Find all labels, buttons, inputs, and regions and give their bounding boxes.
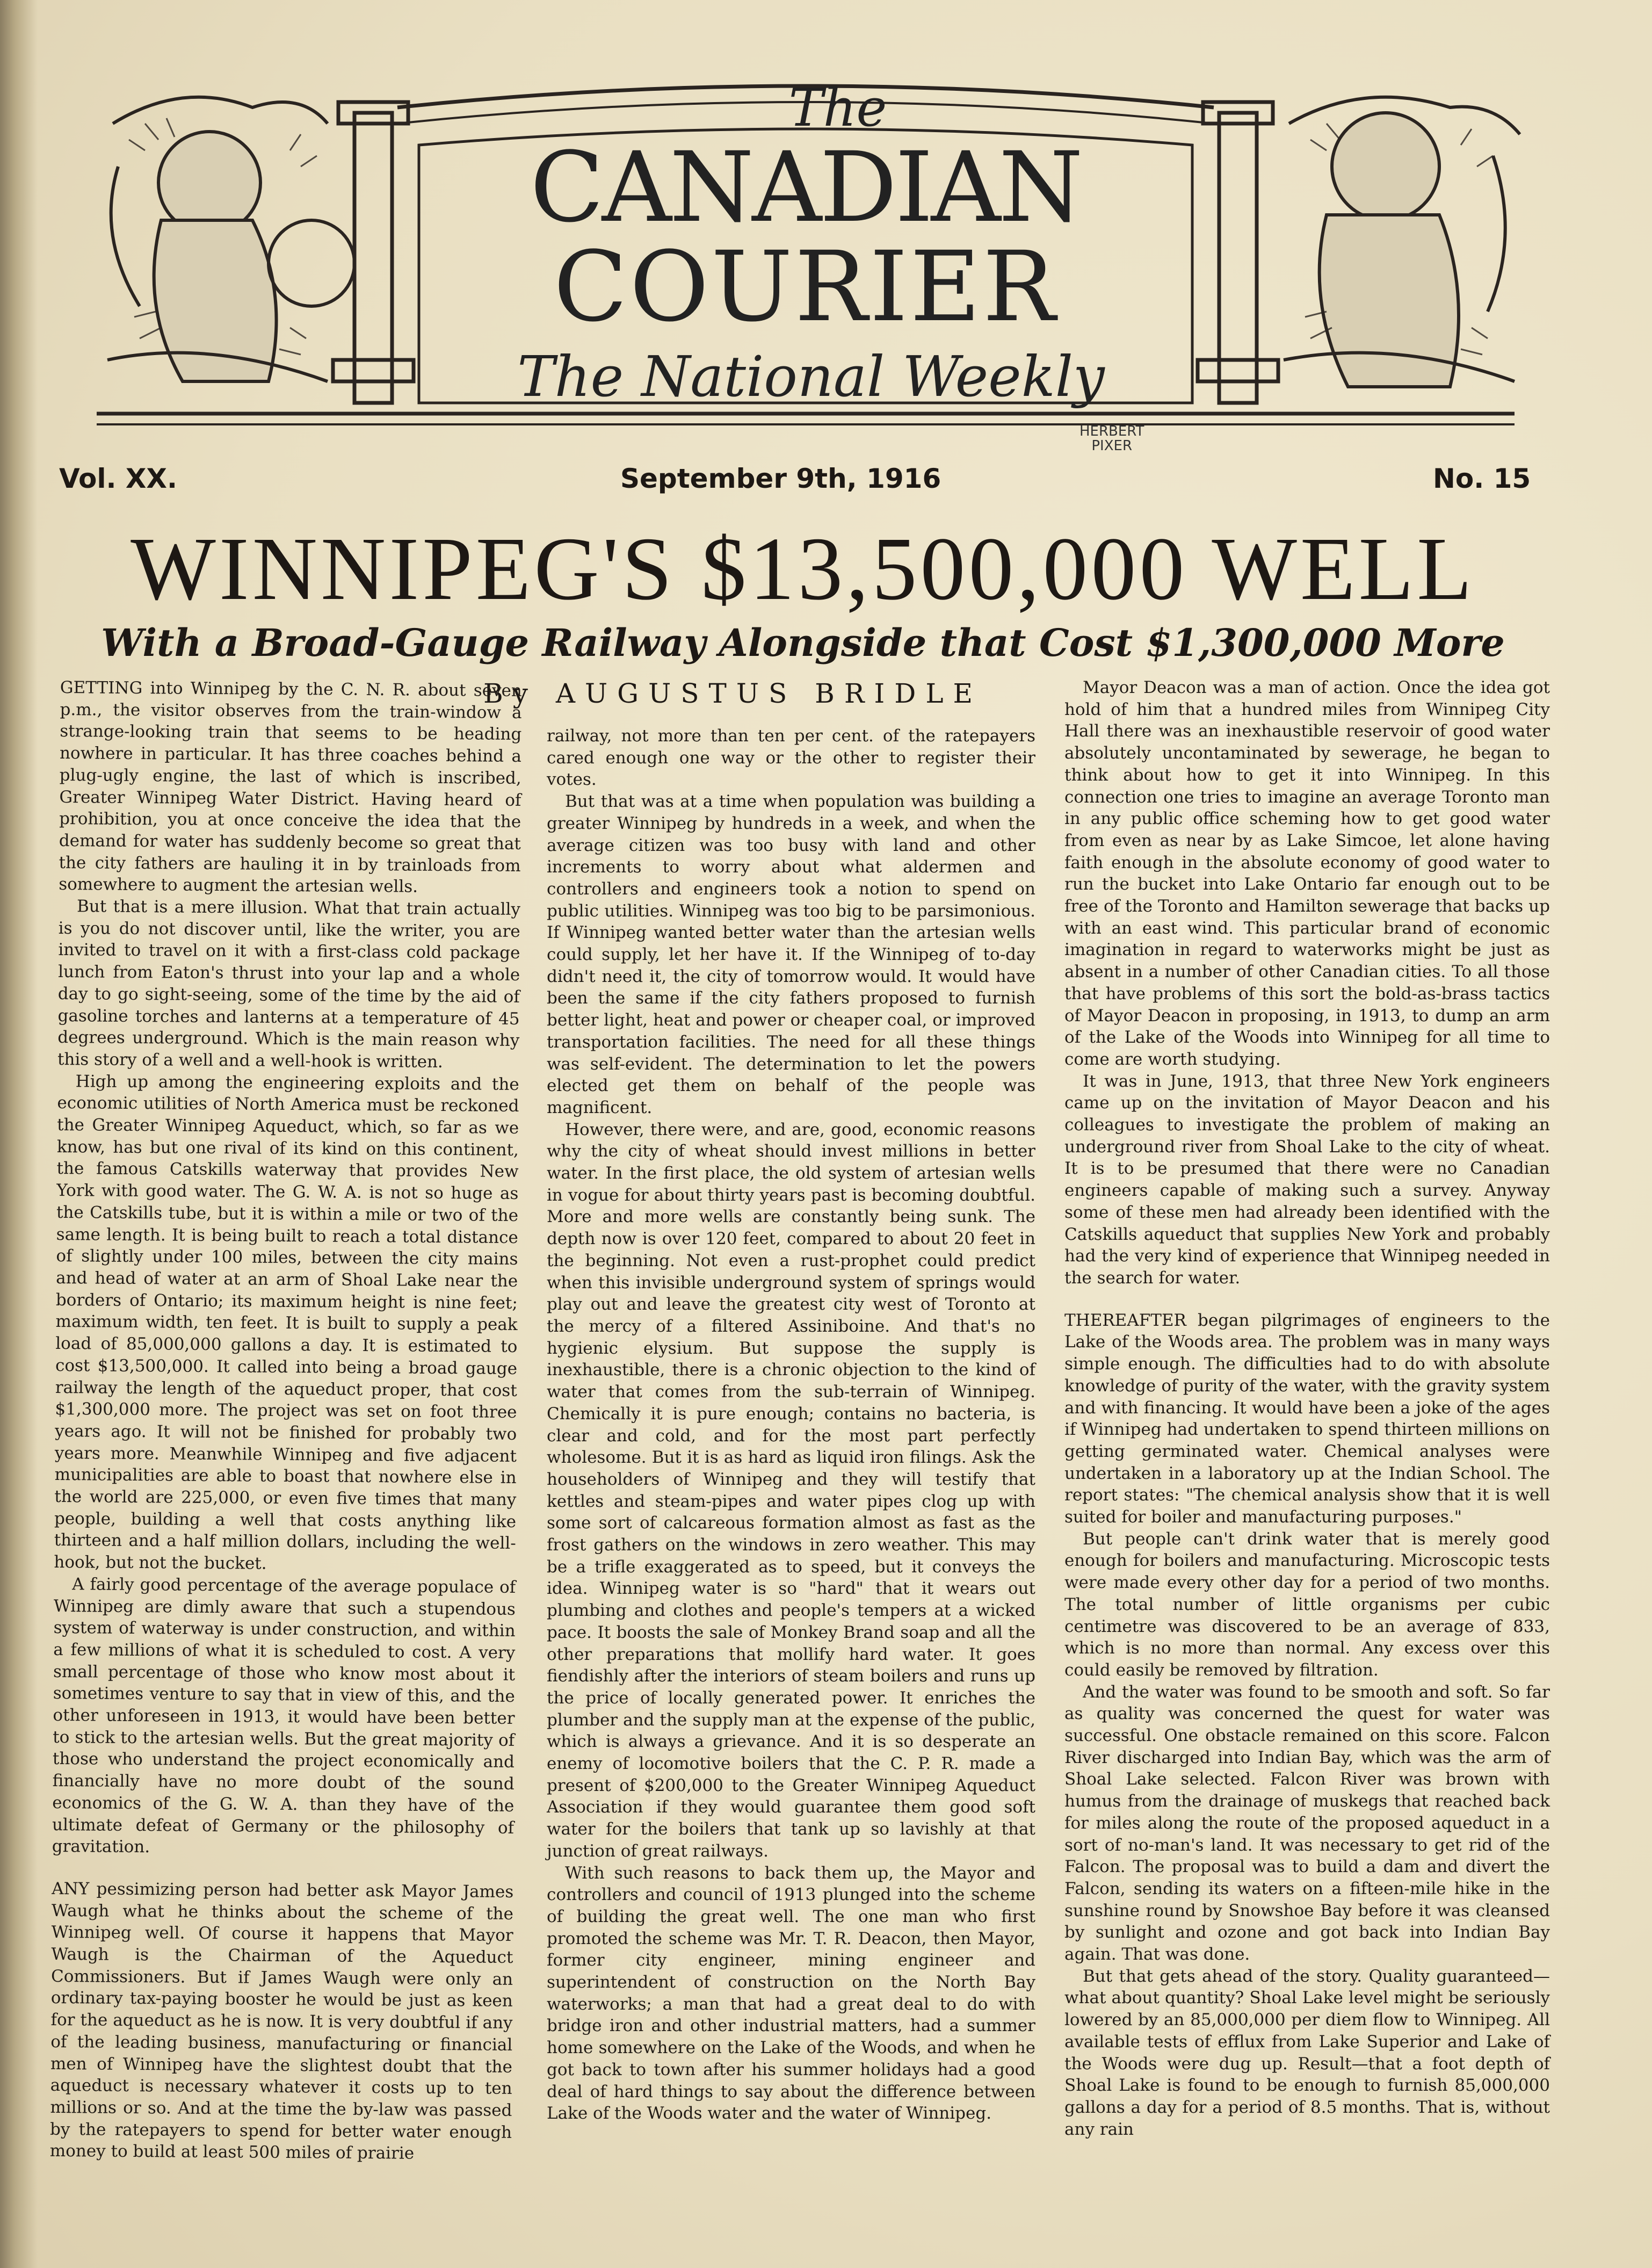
paragraph: However, there were, and are, good, economic reasons why the city of wheat should invest millions in better water. In the first place, the old system of artesian wells in vogue for about thirty years past is becoming doubtful. More and more wells are constantly being sunk. The depth now is over 120 feet, compared to about 20 feet in the beginning. Not even a rust-prophet could predict when this invisible underground system of springs would play out and leave the greatest city west of Toronto at the mercy of a filtered Assiniboine. And that's no hygienic elysium. But suppose the supply is inexhaustible, there is a chronic objection to the kind of water that comes from the sub-terrain of Winnipeg. Chemically it is pure enough; contains no bacteria, is clear and cold, and for the most part perfectly wholesome. But it is as hard as liquid iron filings. Ask the householders of Winnipeg and they will testify that kettles and steam-pipes and water pipes clog up with some sort of calcareous formation almost as fast as the frost gathers on the windows in zero weather. This may be a trifle exaggerated as to speed, but it conveys the idea. Winnipeg water is so "hard" that it wears out plumbing and clothes and people's tempers at a wicked pace. It boosts the sale of Monkey Brand soap and all the other preparations that mollify hard water. It goes fiendishly after the interiors of steam boilers and runs up the price of locally generated power. It enriches the plumber and the supply man at the expense of the public, which is always a grievance. And it is so desperate an enemy of locomotive boilers that the C. P. R. made a present of $200,000 to the Greater Winnipeg Aqueduct Association if they would guarantee them good soft water for the boilers that tank up so lavishly at that junction of great railways. [547,1119,1035,1861]
right-cherub-figure [1284,97,1520,387]
paragraph: With such reasons to back them up, the Mayor and controllers and council of 1913 plunged into the scheme of building the great well. The one man who first promoted the scheme was Mr. T. R. Deacon, then Mayor, former city engineer, mining engineer and superintendent of construction on the North Bay waterworks; a man that had a great deal to do with bridge iron and other industrial matters, had a summer home somewhere on the Lake of the Woods, and when he got back to town after his summer holidays had a good deal of hard things to say about the difference between Lake of the Woods water and the water of Winnipeg. [547,1863,1035,2123]
paragraph: But that is a mere illusion. What that train actually is you do not discover until, like the writer, you are invited to travel on it with a first-class cold package lunch from Eaton's thrust into your lap and a whole day to go sight-seeing, some of the time by the aid of gasoline torches and lanterns at a temperature of 45 degrees underground. Which is the main reason why this story of a well and a well-hook is written. [57,897,521,1072]
paragraph: High up among the engineering exploits and the economic utilities of North America must be reckoned the Greater Winnipeg Aqueduct, which, so far as we know, has but one rival of its kind on this continent, the famous Catskills waterway that provides New York with good water. The G. W. A. is not so huge as the Catskills tube, but it is within a mile or two of the same length. It is being built to reach a total distance of slightly under 100 miles, between the city mains and head of water at an arm of Shoal Lake near the borders of Ontario; its maximum height is nine feet; maximum width, ten feet. It is built to supply a peak load of 85,000,000 gallons a day. It is estimated to cost $13,500,000. It called into being a broad gauge railway the length of the aqueduct proper, that cost $1,300,000 more. The project was set on foot three years ago. It will not be finished for probably two years more. Meanwhile Winnipeg and five adjacent municipalities are able to boast that nowhere else in the world are 225,000, or even five times that many people, building a well that costs anything like thirteen and a half million dollars, including the well-hook, but not the bucket. [54,1071,519,1573]
paragraph: GETTING into Winnipeg by the C. N. R. about seven p.m., the visitor observes from the train-window a strange-looking train that seems to be heading nowhere in particular. It has three coaches behind a plug-ugly engine, the last of which is inscribed, Greater Winnipeg Water District. Having heard of prohibition, you at once conceive the idea that the demand for water has suddenly become so great that the city fathers are hauling it in by trainloads from somewhere to augment the artesian wells. [59,678,522,897]
paragraph: But that gets ahead of the story. Quality guaranteed—what about quantity? Shoal Lake level might be seriously lowered by an 85,000,000 per diem flow to Winnipeg. All available tests of efflux from Lake Superior and Lake of the Woods were dug up. Result—that a foot depth of Shoal Lake is found to be enough to furnish 85,000,000 gallons a day for a period of 8.5 months. That is, without any rain [1064,1966,1550,2139]
binding-gutter [0,0,38,2268]
masthead-title-canadian: CANADIAN [530,132,1082,244]
paragraph: THEREAFTER began pilgrimages of engineers to the Lake of the Woods area. The problem was in many ways simple enough. The difficulties had to do with absolute knowledge of purity of the water, with the gravity system and with financing. It would have been a joke of the ages if Winnipeg had undertaken to spend thirteen millions on getting germinated water. Chemical analyses were undertaken in a laboratory up at the Indian School. The report states: "The chemical analysis show that it is well suited for boiler and manufacturing purposes." [1064,1310,1550,1527]
paragraph: But people can't drink water that is merely good enough for boilers and manufacturing. Microscopic tests were made every other day for a period of two months. The total number of little organisms per cubic centimetre was discovered to be an average of 833, which is no more than normal. Any excess over this could easily be removed by filtration. [1064,1529,1550,1680]
masthead-tagline: The National Weekly [517,344,1105,409]
issue-date: September 9th, 1916 [620,463,941,494]
article-byline: By AUGUSTUS BRIDLE [483,678,983,709]
paragraph: It was in June, 1913, that three New York engineers came up on the invitation of Mayor Deacon and his colleagues to investigate the problem of making an underground river from Shoal Lake to the city of wheat. It is to be presumed that there were no Canadian engineers capable of making such a survey. Anyway some of these men had already been identified with the Catskills aqueduct that supplies New York and probably had the very kind of experience that Winnipeg needed in the search for water. [1064,1071,1550,1288]
article-column-1 [50,677,522,2165]
masthead-the: The [788,78,887,138]
paragraph: And the water was found to be smooth and soft. So far as quality was concerned the quest for water was successful. One obstacle remained on this score. Falcon River discharged into Indian Bay, which was the arm of Shoal Lake selected. Falcon River was brown with humus from the drainage of muskegs that reached back for miles along the route of the proposed aqueduct in a sort of no-man's land. It was necessary to get rid of the Falcon. The proposal was to build a dam and divert the Falcon, sending its waters on a fifteen-mile hike in the sunshine round by Snowshoe Bay before it was cleansed by sunlight and ozone and got back into Indian Bay again. That was done. [1064,1682,1550,1964]
paragraph: A fairly good percentage of the average populace of Winnipeg are dimly aware that such a stupendous system of waterway is under construction, and within a few millions of what it is scheduled to cost. A very small percentage of those who know most about it sometimes venture to say that in view of this, and the other unforeseen in 1913, it would have been better to stick to the artesian wells. But the great majority of those who understand the project economically and financially have no more doubt of the sound economics of the G. W. A. than they have of the ultimate defeat of Germany or the philosophy of gravitation. [52,1574,516,1857]
issue-volume: Vol. XX. [59,463,177,494]
article-column-2 [547,725,1035,2125]
article-column-3 [1064,677,1550,2140]
paragraph: railway, not more than ten per cent. of the ratepayers cared enough one way or the other to register their votes. [547,726,1035,790]
left-cherub-figure [107,97,354,381]
paragraph: Mayor Deacon was a man of action. Once the idea got hold of him that a hundred miles from Winnipeg City Hall there was an inexhaustible reservoir of good water absolutely uncontaminated by sewerage, he began to think about how to get it into Winnipeg. In this connection one tries to imagine an average Toronto man in any public office scheming how to get good water from even as near by as Lake Simcoe, let alone having faith enough in the absolute economy of good water to run the bucket into Lake Ontario far enough out to be free of the Toronto and Hamilton sewerage that backs up with an east wind. This particular brand of economic imagination in regard to waterworks might be just as absent in a number of other Canadian cities. To all those that have problems of this sort the bold-as-brass tactics of Mayor Deacon in proposing, in 1913, to dump an arm of the Lake of the Woods into Winnipeg for all time to come are worth studying. [1064,678,1550,1069]
paragraph: ANY pessimizing person had better ask Mayor James Waugh what he thinks about the scheme of the Winnipeg well. Of course it happens that Mayor Waugh is the Chairman of the Aqueduct Commissioners. But if James Waugh were only an ordinary tax-paying booster he would be just as keen for the aqueduct as he is now. It is very doubtful if any of the leading business, manufacturing or financial men of Winnipeg have the slightest doubt that the aqueduct is necessary whatever it costs up to ten millions or so. And at the time the by-law was passed by the ratepayers to spend for better water enough money to build at least 500 miles of prairie [49,1879,514,2164]
paragraph: But that was at a time when population was building a greater Winnipeg by hundreds in a week, and when the average citizen was too busy with land and other increments to worry about what aldermen and controllers and engineers took a notion to spend on public utilities. Winnipeg was too big to be parsimonious. If Winnipeg wanted better water than the artesian wells could supply, let her have it. If the Winnipeg of to-day didn't need it, the city of tomorrow would. It would have been the same if the city fathers proposed to furnish better light, heat and power or cheaper coal, or improved transportation facilities. The need for all these things was self-evident. The determination to let the powers elected get them on behalf of the people was magnificent. [547,792,1035,1117]
article-headline: WINNIPEG'S $13,500,000 WELL [131,519,1475,619]
issue-number: No. 15 [1433,463,1531,494]
article-subheadline: With a Broad-Gauge Railway Alongside that Cost $1,300,000 More [101,620,1505,665]
masthead [75,59,1536,454]
artist-signature: HERBERT PIXER [1079,423,1144,454]
masthead-title-courier: COURIER [553,231,1058,343]
